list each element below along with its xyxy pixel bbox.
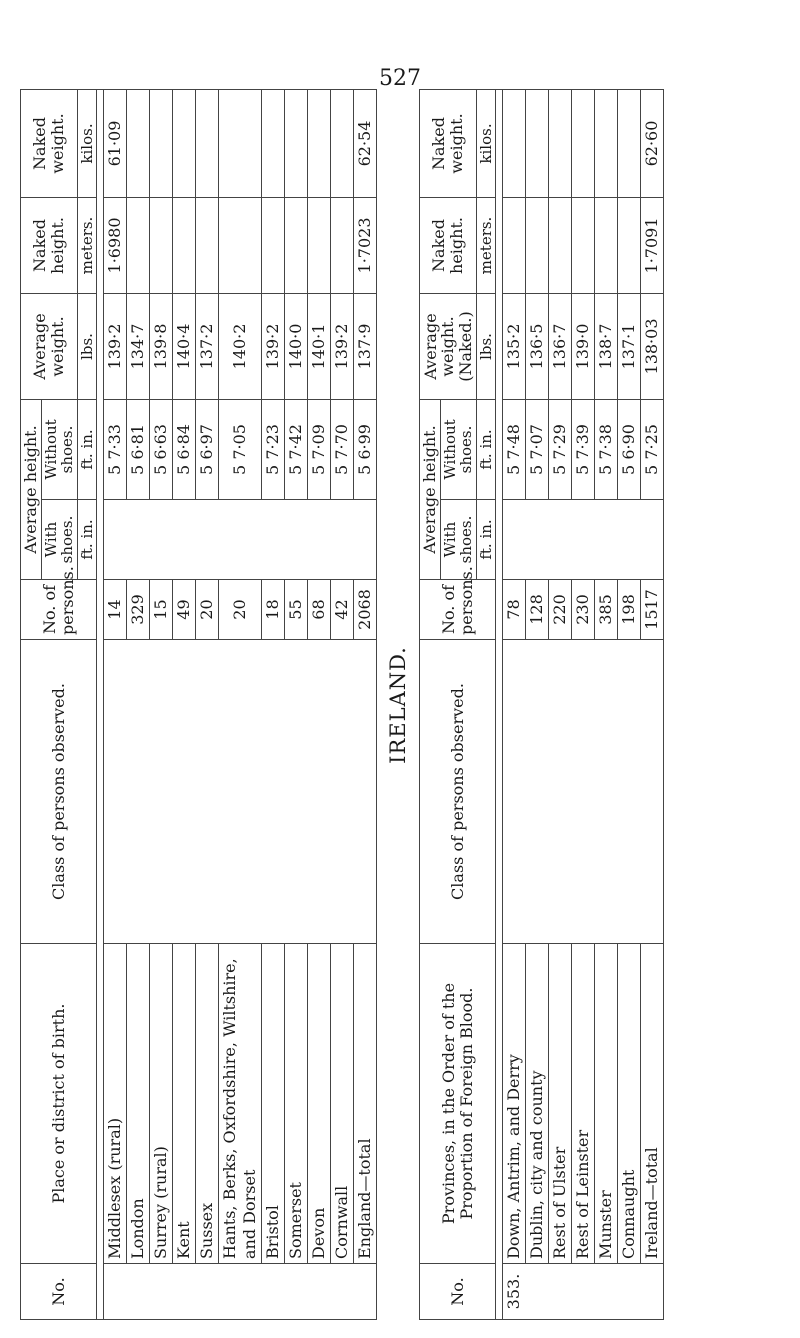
persons-count: 42 [331,580,354,640]
persons-count: 18 [262,580,285,640]
persons-count: 15 [150,580,173,640]
average-weight: 140·4 [173,293,196,399]
naked-height [308,197,331,293]
place-name: Middlesex (rural) [104,944,127,1264]
height-without-shoes: 5 7·07 [526,399,549,499]
unit-lbs: lbs. [476,293,496,399]
height-without-shoes: 5 7·38 [595,399,618,499]
header-no: No. [21,1264,97,1320]
place-name: Surrey (rural) [150,944,173,1264]
place-name: Bristol [262,944,285,1264]
england-table [20,89,377,1320]
naked-weight [262,89,285,197]
naked-weight [526,89,549,197]
naked-weight: 61·09 [104,89,127,197]
average-weight: 139·0 [572,293,595,399]
persons-count: 2068 [354,580,377,640]
height-without-shoes: 5 6·81 [127,399,150,499]
naked-weight [595,89,618,197]
naked-height [572,197,595,293]
average-weight: 139·2 [104,293,127,399]
persons-count: 230 [572,580,595,640]
unit-ft-in: ft. in. [476,500,496,580]
persons-count: 14 [104,580,127,640]
province-name: Rest of Leinster [572,944,595,1264]
table-row [503,89,526,1319]
height-without-shoes: 5 7·05 [219,399,262,499]
average-weight: 136·5 [526,293,549,399]
persons-count: 68 [308,580,331,640]
height-without-shoes: 5 7·09 [308,399,331,499]
naked-height [595,197,618,293]
unit-ft-in: ft. in. [77,399,97,499]
persons-count: 329 [127,580,150,640]
naked-height [262,197,285,293]
unit-kilos: kilos. [476,89,496,197]
header-with-shoes: With shoes. [41,500,77,580]
naked-weight [572,89,595,197]
header-no-persons: No. of persons. [21,580,97,640]
average-weight: 138·03 [641,293,664,399]
naked-height [331,197,354,293]
average-weight: 137·9 [354,293,377,399]
persons-count: 20 [219,580,262,640]
naked-height: 1·7091 [641,197,664,293]
header-naked-height: Naked height. [420,197,477,293]
header-place: Place or district of birth. [21,944,97,1264]
total-label: England—total [354,944,377,1264]
height-without-shoes: 5 7·70 [331,399,354,499]
header-naked-height: Naked height. [21,197,78,293]
ireland-no: 353. [503,1264,664,1320]
header-average-height: Average height. [420,399,441,579]
place-name: Hants, Berks, Oxfordshire, Wiltshire, and Dorset [219,944,262,1264]
height-without-shoes: 5 7·42 [285,399,308,499]
naked-weight [549,89,572,197]
naked-weight [285,89,308,197]
naked-height [219,197,262,293]
header-average-weight-naked: Average weight. (Naked.) [420,293,477,399]
average-weight: 139·2 [331,293,354,399]
header-class: Class of persons observed. [420,640,496,944]
height-without-shoes: 5 6·90 [618,399,641,499]
place-name: Sussex [196,944,219,1264]
with-shoes-cell [503,500,664,580]
persons-count: 49 [173,580,196,640]
header-naked-weight: Naked weight. [21,89,78,197]
header-no: No. [420,1264,496,1320]
average-weight: 138·7 [595,293,618,399]
province-name: Munster [595,944,618,1264]
naked-height [173,197,196,293]
with-shoes-cell [104,500,377,580]
average-weight: 140·1 [308,293,331,399]
naked-weight [308,89,331,197]
persons-count: 198 [618,580,641,640]
class-cell [503,640,664,944]
naked-weight [196,89,219,197]
header-no-persons: No. of persons. [420,580,496,640]
place-name: London [127,944,150,1264]
height-without-shoes: 5 6·63 [150,399,173,499]
ireland-table [419,89,664,1320]
england-no [104,1264,377,1320]
naked-height: 1·6980 [104,197,127,293]
place-name: Devon [308,944,331,1264]
unit-ft-in: ft. in. [476,399,496,499]
unit-kilos: kilos. [77,89,97,197]
height-without-shoes: 5 7·33 [104,399,127,499]
class-cell [104,640,377,944]
rotated-tables [20,90,664,1320]
unit-lbs: lbs. [77,293,97,399]
header-average-weight: Average weight. [21,293,78,399]
unit-meters: meters. [77,197,97,293]
header-with-shoes: With shoes. [440,500,476,580]
header-without-shoes: Without shoes. [440,399,476,499]
naked-weight [219,89,262,197]
persons-count: 55 [285,580,308,640]
naked-height [285,197,308,293]
average-weight: 134·7 [127,293,150,399]
header-average-height: Average height. [21,399,42,579]
naked-height [127,197,150,293]
naked-weight [127,89,150,197]
height-without-shoes: 5 7·48 [503,399,526,499]
average-weight: 136·7 [549,293,572,399]
naked-weight [503,89,526,197]
naked-weight [173,89,196,197]
height-without-shoes: 5 7·23 [262,399,285,499]
persons-count: 20 [196,580,219,640]
naked-weight: 62·60 [641,89,664,197]
persons-count: 220 [549,580,572,640]
height-without-shoes: 5 7·25 [641,399,664,499]
naked-height [196,197,219,293]
naked-weight [618,89,641,197]
naked-height [618,197,641,293]
height-without-shoes: 5 6·84 [173,399,196,499]
province-name: Down, Antrim, and Derry [503,944,526,1264]
header-without-shoes: Without shoes. [41,399,77,499]
province-name: Rest of Ulster [549,944,572,1264]
average-weight: 137·1 [618,293,641,399]
average-weight: 135·2 [503,293,526,399]
naked-weight: 62·54 [354,89,377,197]
unit-ft-in: ft. in. [77,500,97,580]
place-name: Kent [173,944,196,1264]
average-weight: 137·2 [196,293,219,399]
header-class: Class of persons observed. [21,640,97,944]
total-label: Ireland—total [641,944,664,1264]
header-naked-weight: Naked weight. [420,89,477,197]
persons-count: 78 [503,580,526,640]
height-without-shoes: 5 7·29 [549,399,572,499]
place-name: Somerset [285,944,308,1264]
average-weight: 140·2 [219,293,262,399]
unit-meters: meters. [476,197,496,293]
height-without-shoes: 5 6·97 [196,399,219,499]
naked-weight [150,89,173,197]
naked-weight [331,89,354,197]
naked-height [526,197,549,293]
spacer [97,89,104,1319]
spacer [496,89,503,1319]
place-name: Cornwall [331,944,354,1264]
persons-count: 1517 [641,580,664,640]
height-without-shoes: 5 7·39 [572,399,595,499]
persons-count: 128 [526,580,549,640]
height-without-shoes: 5 6·99 [354,399,377,499]
province-name: Connaught [618,944,641,1264]
page-number: 527 [379,66,421,91]
naked-height [549,197,572,293]
section-heading-ireland: IRELAND. [386,646,411,764]
naked-height: 1·7023 [354,197,377,293]
naked-height [150,197,173,293]
average-weight: 140·0 [285,293,308,399]
header-province: Provinces, in the Order of the Proportion of Foreign Blood. [420,944,496,1264]
persons-count: 385 [595,580,618,640]
average-weight: 139·2 [262,293,285,399]
average-weight: 139·8 [150,293,173,399]
table-row [104,89,127,1319]
naked-height [503,197,526,293]
province-name: Dublin, city and county [526,944,549,1264]
